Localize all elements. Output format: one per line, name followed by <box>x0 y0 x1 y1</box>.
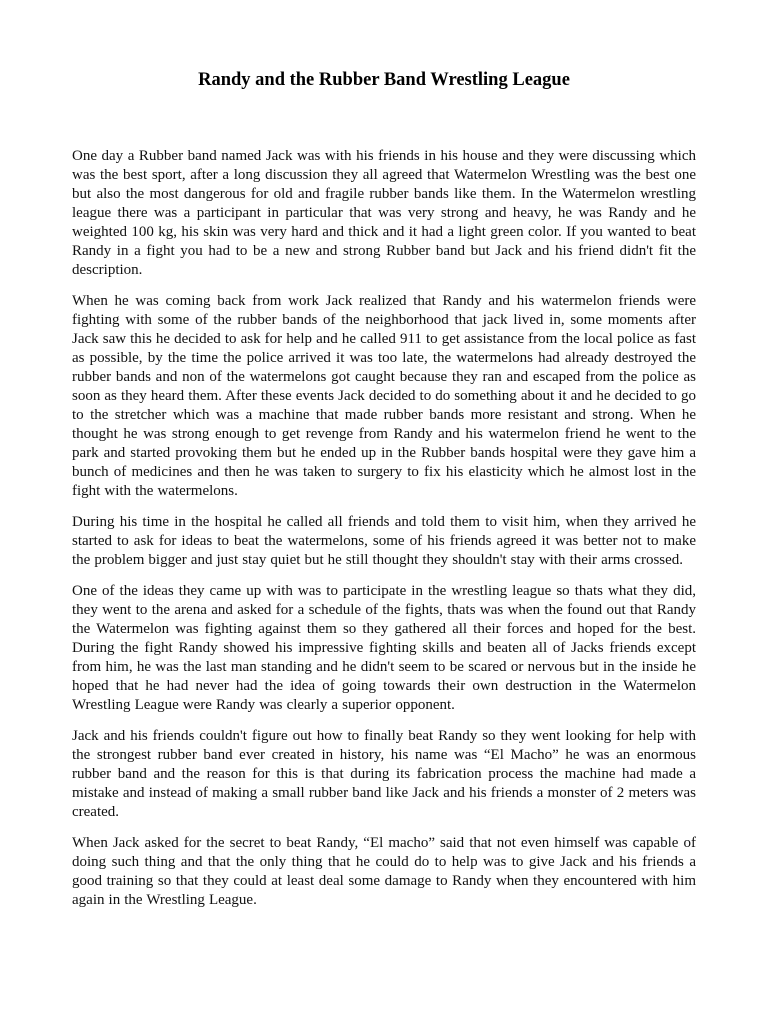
paragraph-3: During his time in the hospital he called all friends and told them to visit him, when they arrived he started to ask for ideas to beat the watermelons, some of his friends agreed it was better not to make the problem bigger and just stay quiet but he still thought they shouldn't stay with their arms crossed. <box>72 514 696 568</box>
document-body <box>72 147 696 910</box>
paragraph-6: When Jack asked for the secret to beat Randy, “El macho” said that not even himself was capable of doing such thing and that the only thing that he could do to help was to give Jack and his friends a good training so that they could at least deal some damage to Randy when they encountered with him again in the Wrestling League. <box>72 835 696 908</box>
document-title: Randy and the Rubber Band Wrestling League <box>198 70 570 90</box>
paragraph-5: Jack and his friends couldn't figure out how to finally beat Randy so they went looking for help with the strongest rubber band ever created in history, his name was “El Macho” he was an enormous rubber band and the reason for this is that during its fabrication process the machine had made a mistake and instead of making a small rubber band like Jack and his friends a monster of 2 meters was created. <box>72 728 696 820</box>
paragraph-4: One of the ideas they came up with was to participate in the wrestling league so thats what they did, they went to the arena and asked for a schedule of the fights, thats was when the found out that Randy the Watermelon was fighting against them so they gathered all their forces and hoped for the best. During the fight Randy showed his impressive fighting skills and beaten all of Jacks friends except from him, he was the last man standing and he didn't seem to be scared or nervous but in the inside he hoped that he had never had the idea of going towards their own destruction in the Watermelon Wrestling League were Randy was clearly a superior opponent. <box>72 583 696 713</box>
paragraph-2: When he was coming back from work Jack realized that Randy and his watermelon friends were fighting with some of the rubber bands of the neighborhood that jack lived in, some moments after Jack saw this he decided to ask for help and he called 911 to get assistance from the local police as fast as possible, by the time the police arrived it was too late, the watermelons had already destroyed the rubber bands and non of the watermelons got caught because they ran and escaped from the police as soon as they heard them. After these events Jack decided to do something about it and he decided to go to the stretcher which was a machine that made rubber bands more resistant and strong. When he thought he was strong enough to get revenge from Randy and his watermelon friend he went to the park and started provoking them but he ended up in the Rubber bands hospital were they gave him a bunch of medicines and then he was taken to surgery to fix his elasticity which he almost lost in the fight with the watermelons. <box>72 293 696 499</box>
paragraph-1: One day a Rubber band named Jack was with his friends in his house and they were discussing which was the best sport, after a long discussion they all agreed that Watermelon Wrestling was the best one but also the most dangerous for old and fragile rubber bands like them. In the Watermelon wrestling league there was a participant in particular that was very strong and heavy, he was Randy and he weighted 100 kg, his skin was very hard and thick and it had a light green color. If you wanted to beat Randy in a fight you had to be a new and strong Rubber band but Jack and his friend didn't fit the description. <box>72 148 696 278</box>
